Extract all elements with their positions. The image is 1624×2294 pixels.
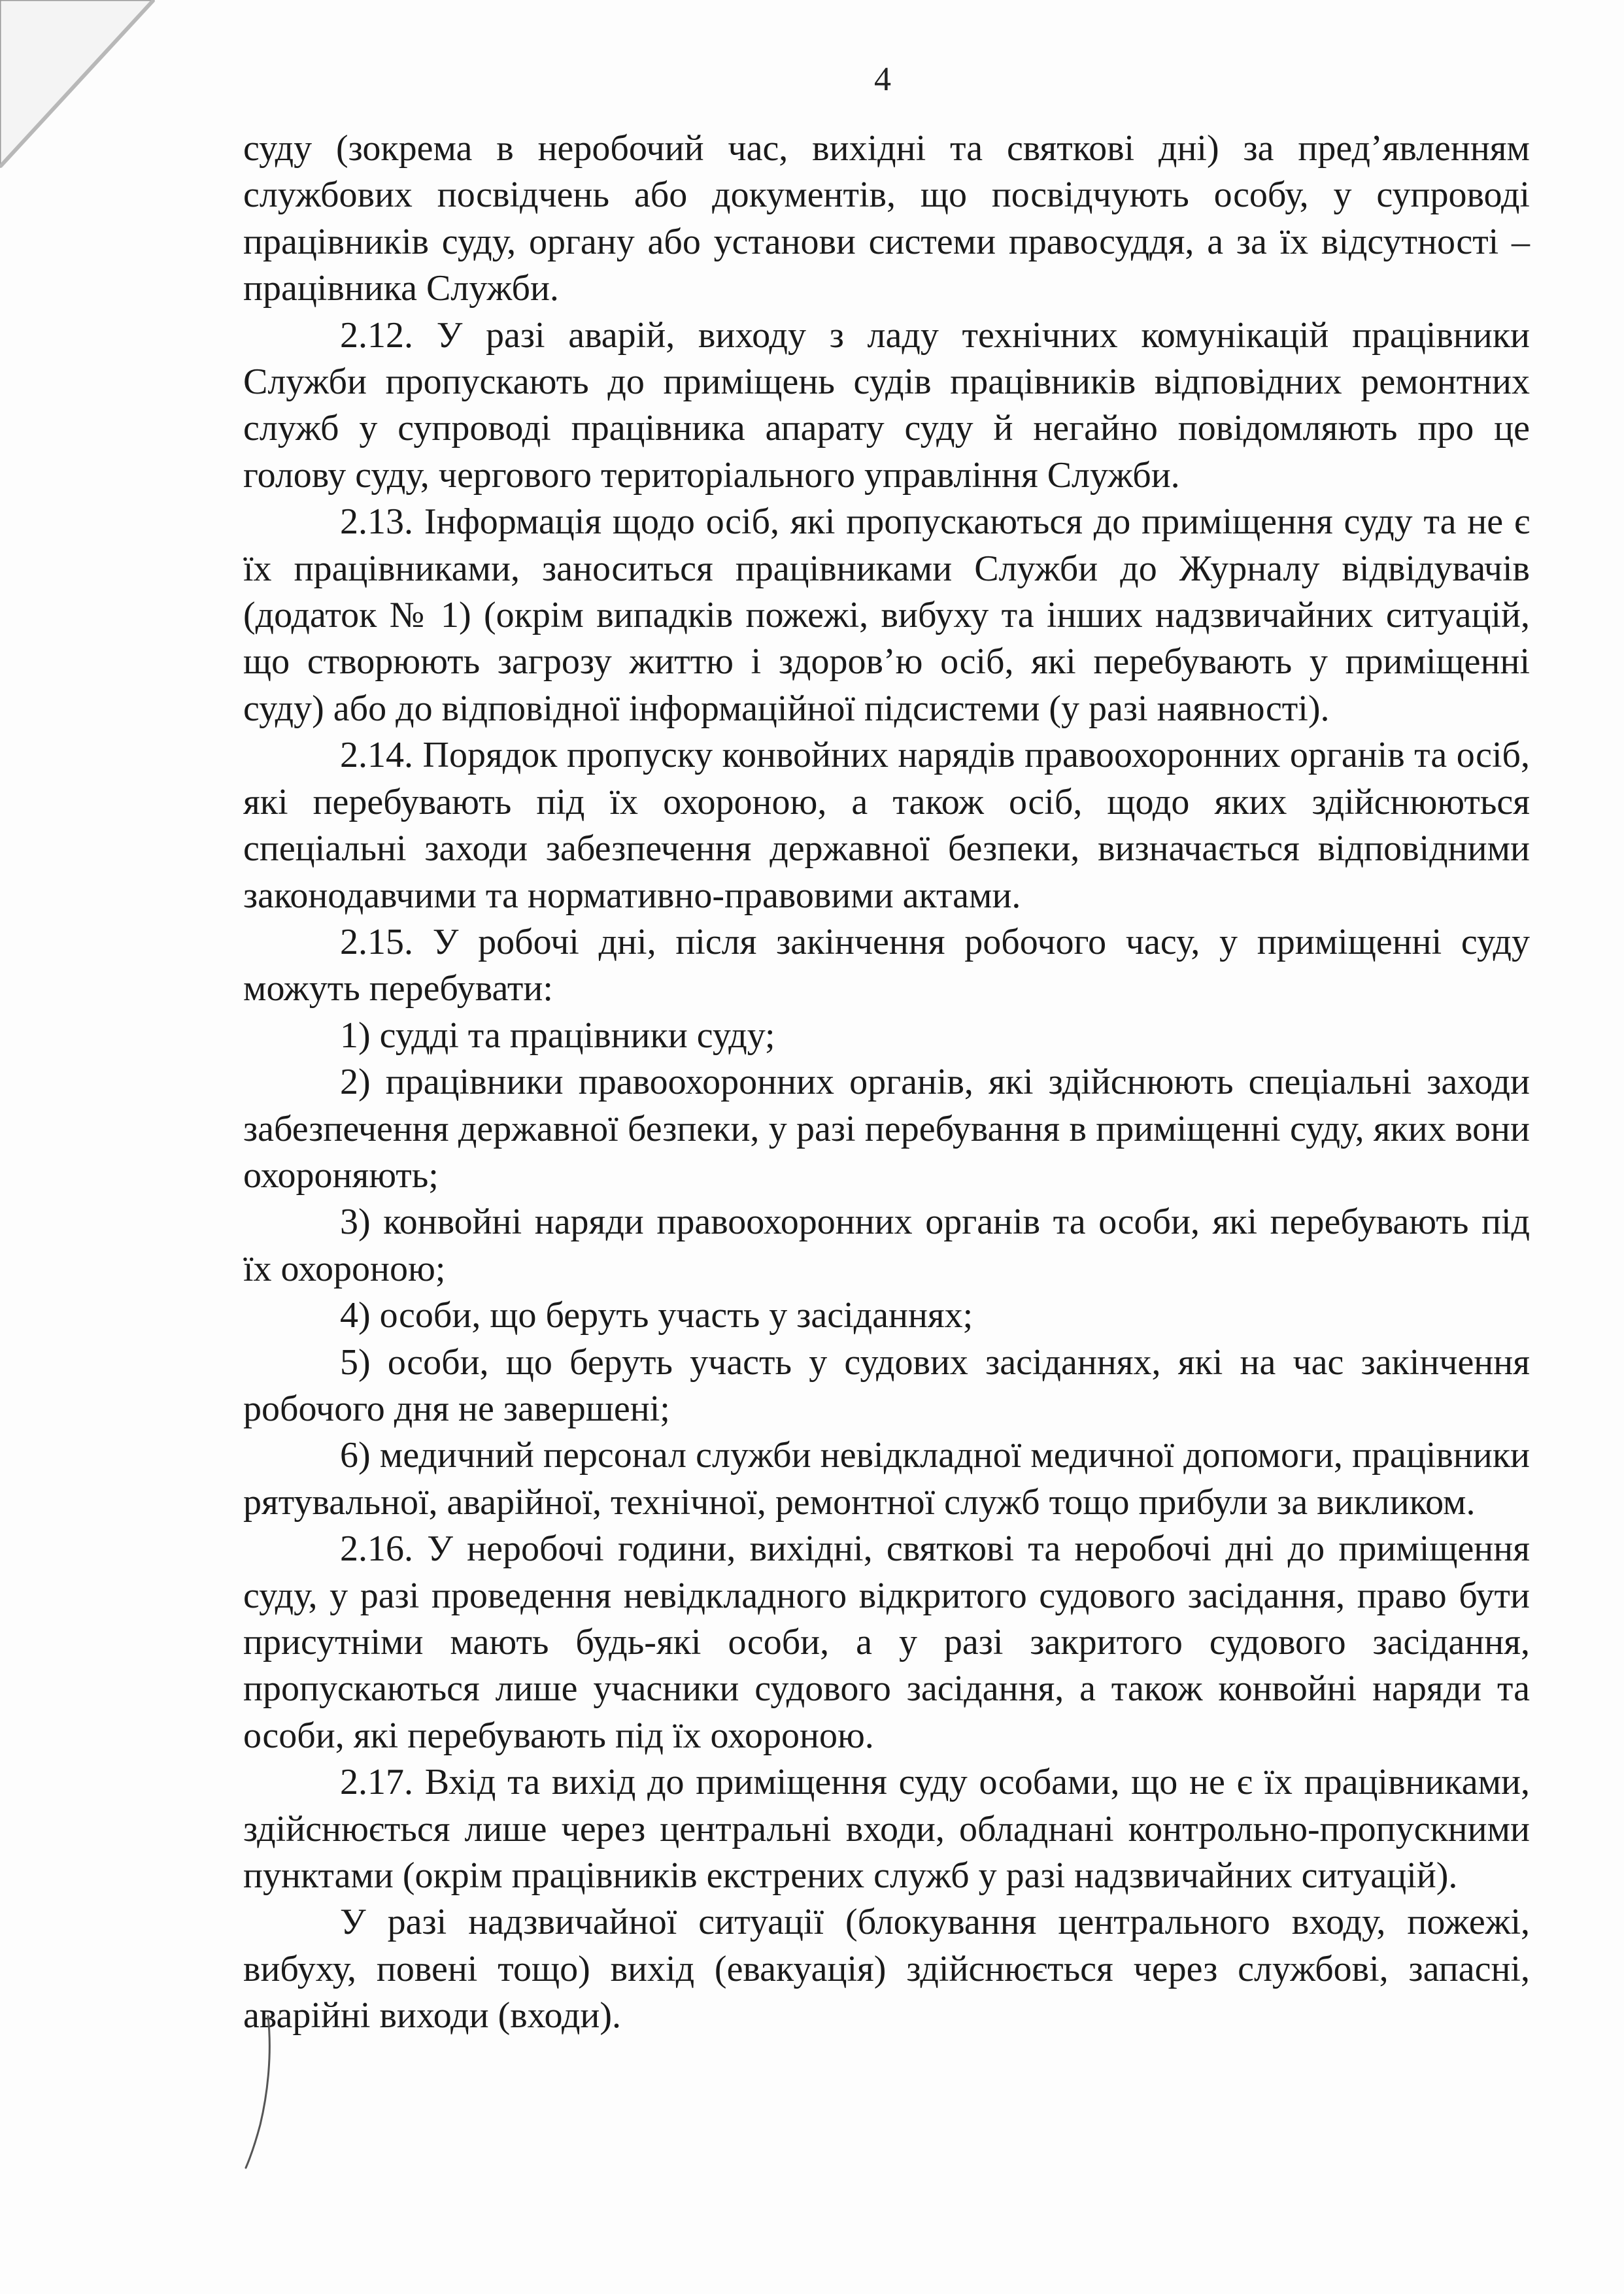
- paragraph: 2.16. У неробочі години, вихідні, святкові та неробочі дні до приміщення суду, у разі проведення невідкладного відкритого судового засідання, право бути присутніми мають будь-які особи, а у разі закритого судового засідання, пропускаються лише учасники судового засідання, а також конвойні наряди та особи, які перебувають під їх охороною.: [243, 1528, 1530, 1756]
- pen-mark: [242, 2014, 281, 2174]
- list-item: 2) працівники правоохоронних органів, які здійснюють спеціальні заходи забезпечення державної безпеки, у разі перебування в приміщенні суду, яких вони охороняють;: [243, 1062, 1530, 1196]
- paragraph: 2.15. У робочі дні, після закінчення робочого часу, у приміщенні суду можуть перебувати:: [243, 921, 1530, 1009]
- list-item: 5) особи, що беруть участь у судових засіданнях, які на час закінчення робочого дня не завершені;: [243, 1341, 1530, 1429]
- paragraph: У разі надзвичайної ситуації (блокування центрального входу, пожежі, вибуху, повені тощо) вихід (евакуація) здійснюється через службові, запасні, аварійні виходи (входи).: [243, 1902, 1530, 2036]
- list-item: 1) судді та працівники суду;: [340, 1015, 775, 1056]
- paragraph: суду (зокрема в неробочий час, вихідні та святкові дні) за пред’явленням службових посвідчень або документів, що посвідчують особу, у супроводі працівників суду, органу або установи системи правосуддя, а за їх відсутності – працівника Служби.: [243, 128, 1530, 309]
- document-body: [243, 126, 1530, 2040]
- page-number: 4: [874, 61, 891, 98]
- list-item: 4) особи, що беруть участь у засіданнях;: [340, 1295, 973, 1336]
- paragraph: 2.14. Порядок пропуску конвойних нарядів правоохоронних органів та осіб, які перебувають під їх охороною, а також осіб, щодо яких здійснюються спеціальні заходи забезпечення державної безпеки, визначається відповідними законодавчими та нормативно-правовими актами.: [243, 735, 1530, 916]
- list-item: 3) конвойні наряди правоохоронних органів та особи, які перебувають під їх охороною;: [243, 1202, 1530, 1289]
- paragraph: 2.13. Інформація щодо осіб, які пропускаються до приміщення суду та не є їх працівниками, заноситься працівниками Служби до Журналу відвідувачів (додаток № 1) (окрім випадків пожежі, вибуху та інших надзвичайних ситуацій, що створюють загрозу життю і здоров’ю осіб, які перебувають у приміщенні суду) або до відповідної інформаційної підсистеми (у разі наявності).: [243, 501, 1530, 729]
- paragraph: 2.12. У разі аварій, виходу з ладу технічних комунікацій працівники Служби пропускають до приміщень судів працівників відповідних ремонтних служб у супроводі працівника апарату суду й негайно повідомляють про це голову суду, чергового територіального управління Служби.: [243, 314, 1530, 496]
- list-item: 6) медичний персонал служби невідкладної медичної допомоги, працівники рятувальної, аварійної, технічної, ремонтної служб тощо прибули за викликом.: [243, 1435, 1530, 1523]
- paragraph: 2.17. Вхід та вихід до приміщення суду особами, що не є їх працівниками, здійснюється лише через центральні входи, обладнані контрольно-пропускними пунктами (окрім працівників екстрених служб у разі надзвичайних ситуацій).: [243, 1762, 1530, 1897]
